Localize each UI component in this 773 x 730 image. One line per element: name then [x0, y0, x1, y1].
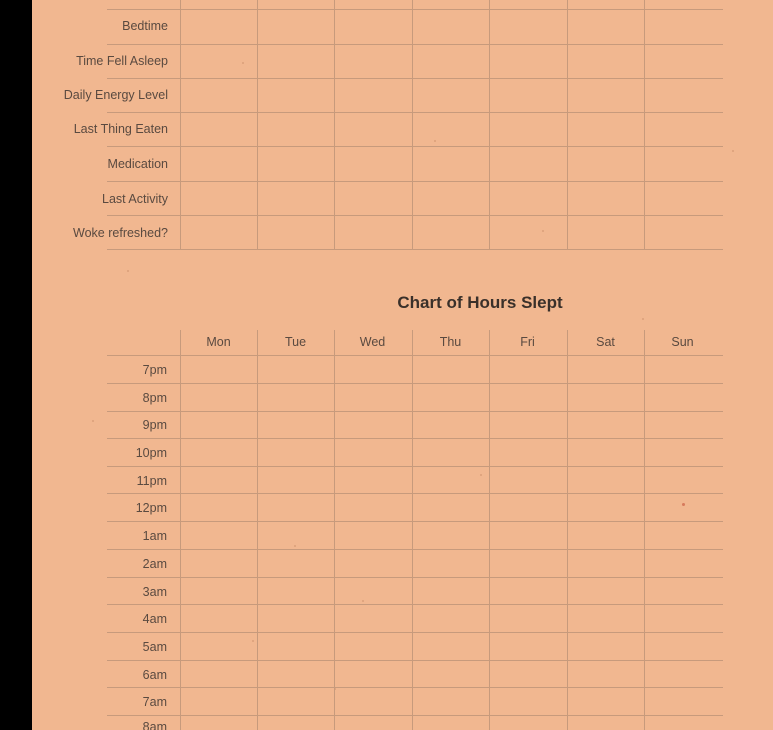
grid-line [257, 330, 258, 730]
grid-line [107, 466, 723, 467]
day-header-tue: Tue [284, 335, 307, 349]
row-label-last-activity: Last Activity [102, 192, 168, 206]
grid-line [334, 0, 335, 250]
grid-line [107, 355, 723, 356]
grid-line [107, 632, 723, 633]
grid-line [107, 249, 723, 250]
paper-speck [480, 474, 482, 476]
paper-speck [642, 318, 644, 320]
grid-line [412, 0, 413, 250]
paper-speck [682, 503, 685, 506]
paper-speck [127, 270, 129, 272]
paper-speck [362, 600, 364, 602]
hour-label: 7pm [142, 363, 167, 377]
paper-speck [294, 545, 296, 547]
row-label-last-thing-eaten: Last Thing Eaten [73, 122, 168, 136]
day-header-fri: Fri [520, 335, 535, 349]
hour-label: 7am [142, 695, 167, 709]
hour-label: 10pm [135, 446, 167, 460]
grid-line [107, 383, 723, 384]
hour-label: 6am [142, 668, 167, 682]
hour-label: 2am [142, 557, 167, 571]
grid-line [567, 330, 568, 730]
grid-line [644, 0, 645, 250]
paper-speck [92, 420, 94, 422]
planner-page [32, 0, 773, 730]
grid-line [107, 9, 723, 10]
chart-title: Chart of Hours Slept [397, 293, 563, 312]
hour-label: 5am [142, 640, 167, 654]
grid-line [107, 660, 723, 661]
grid-line [107, 215, 723, 216]
paper-speck [252, 640, 254, 642]
day-header-wed: Wed [359, 335, 386, 349]
paper-speck [242, 62, 244, 64]
grid-line [107, 549, 723, 550]
grid-line [107, 146, 723, 147]
day-header-thu: Thu [439, 335, 462, 349]
hour-label: 1am [142, 529, 167, 543]
paper-speck [732, 150, 734, 152]
hour-label: 12pm [135, 501, 167, 515]
paper-speck [542, 230, 544, 232]
grid-line [107, 521, 723, 522]
grid-line [107, 577, 723, 578]
row-label-bedtime: Bedtime [122, 19, 168, 33]
hour-label: 8am [142, 720, 167, 730]
grid-line [334, 330, 335, 730]
hour-label: 3am [142, 585, 167, 599]
grid-line [107, 411, 723, 412]
grid-line [107, 493, 723, 494]
hour-label: 4am [142, 612, 167, 626]
grid-line [107, 112, 723, 113]
grid-line [257, 0, 258, 250]
grid-line [567, 0, 568, 250]
day-header-sun: Sun [671, 335, 694, 349]
row-label-medication: Medication [107, 157, 168, 171]
hour-label: 11pm [136, 474, 167, 488]
grid-line [107, 687, 723, 688]
hour-label: 8pm [142, 391, 167, 405]
row-label-time-fell-asleep: Time Fell Asleep [76, 54, 168, 68]
grid-line [180, 330, 181, 730]
grid-line [107, 715, 723, 716]
paper-speck [434, 140, 436, 142]
grid-line [107, 78, 723, 79]
day-header-mon: Mon [206, 335, 231, 349]
hour-label: 9pm [142, 418, 167, 432]
grid-line [107, 604, 723, 605]
grid-line [180, 0, 181, 250]
day-header-sat: Sat [596, 335, 615, 349]
grid-line [107, 181, 723, 182]
grid-line [644, 330, 645, 730]
grid-line [107, 44, 723, 45]
grid-line [489, 330, 490, 730]
row-label-woke-refreshed: Woke refreshed? [73, 226, 168, 240]
grid-line [107, 438, 723, 439]
grid-line [489, 0, 490, 250]
grid-line [412, 330, 413, 730]
row-label-daily-energy-level: Daily Energy Level [63, 88, 168, 102]
